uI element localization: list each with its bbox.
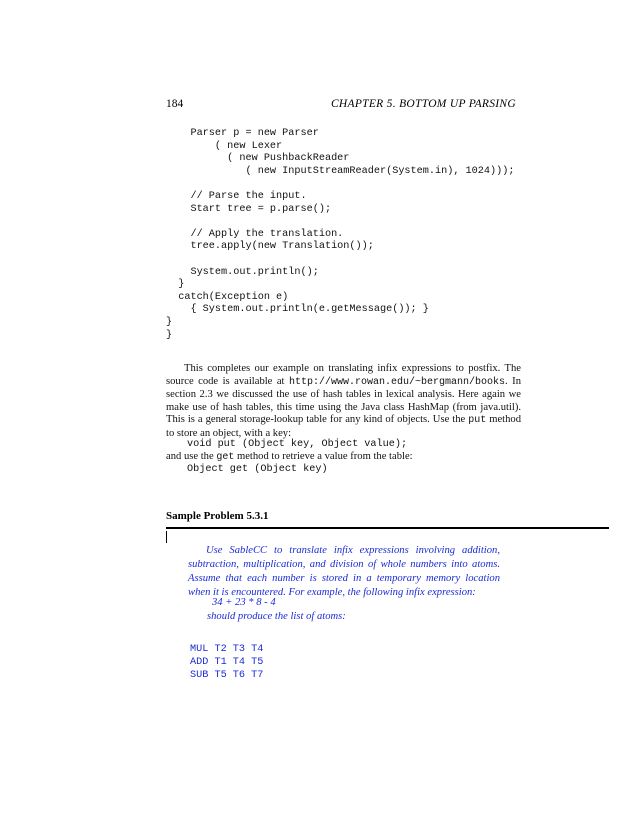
code-line: tree.apply(new Translation()); xyxy=(166,241,374,253)
code-line: ( new InputStreamReader(System.in), 1024))); xyxy=(166,165,515,177)
problem-statement xyxy=(188,544,500,600)
get-signature: Object get (Object key) xyxy=(187,464,328,475)
should-produce-text: should produce the list of atoms: xyxy=(207,611,346,622)
section-rule xyxy=(166,527,609,529)
code-line xyxy=(166,178,514,191)
problem-text: Use SableCC to translate infix expressions involving addition, subtraction, multiplication, and division of whole numbers into atoms. Assume that each number is stored in a temporary memory location when it is encountered. For example, the following infix expression: xyxy=(188,545,500,598)
code-line: System.out.println(); xyxy=(166,266,319,278)
atom-line: SUB T5 T6 T7 xyxy=(190,670,264,681)
chapter-title: CHAPTER 5. BOTTOM UP PARSING xyxy=(330,98,516,110)
paragraph-text: This completes our example on translating infix expressions to postfix. The source code is available at xyxy=(166,363,521,387)
source-url: http://www.rowan.edu/~bergmann/books xyxy=(289,376,506,388)
code-line: // Parse the input. xyxy=(166,190,307,202)
code-line: } xyxy=(166,279,185,291)
atom-line: MUL T2 T3 T4 xyxy=(190,644,264,655)
put-signature: void put (Object key, Object value); xyxy=(187,439,408,450)
paragraph-text: and use the xyxy=(166,451,217,462)
atom-line: ADD T1 T4 T5 xyxy=(190,657,264,668)
body-paragraph xyxy=(166,363,521,441)
atom-list xyxy=(190,643,263,682)
paragraph-text: method to store an object, with a key: xyxy=(166,414,521,439)
get-sentence xyxy=(166,451,413,463)
code-line: } xyxy=(166,329,173,341)
code-line xyxy=(166,216,514,229)
get-keyword: get xyxy=(216,452,235,463)
code-line: } xyxy=(166,316,173,328)
java-code-listing xyxy=(166,128,514,342)
code-line: ( new Lexer xyxy=(166,140,283,152)
code-line: Parser p = new Parser xyxy=(166,128,319,139)
code-line: ( new PushbackReader xyxy=(166,153,350,165)
section-rule-tick xyxy=(166,531,167,543)
page-number: 184 xyxy=(166,98,184,110)
paragraph-text: method to retrieve a value from the table: xyxy=(234,451,413,462)
infix-expression: 34 + 23 * 8 - 4 xyxy=(212,597,276,608)
sample-problem-title: Sample Problem 5.3.1 xyxy=(166,510,269,522)
code-line: // Apply the translation. xyxy=(166,228,344,240)
put-keyword: put xyxy=(468,415,487,427)
code-line: { System.out.println(e.getMessage()); } xyxy=(166,304,429,316)
paragraph-text: . In section 2.3 we discussed the use of hash tables in lexical analysis. Here again we make use of hash tables, this time using the Java class HashMap (from java.util). This is a general storage-lookup table for any kind of objects. Use the xyxy=(166,375,521,426)
code-line: Start tree = p.parse(); xyxy=(166,203,332,215)
code-line xyxy=(166,254,514,267)
code-line: catch(Exception e) xyxy=(166,291,289,303)
